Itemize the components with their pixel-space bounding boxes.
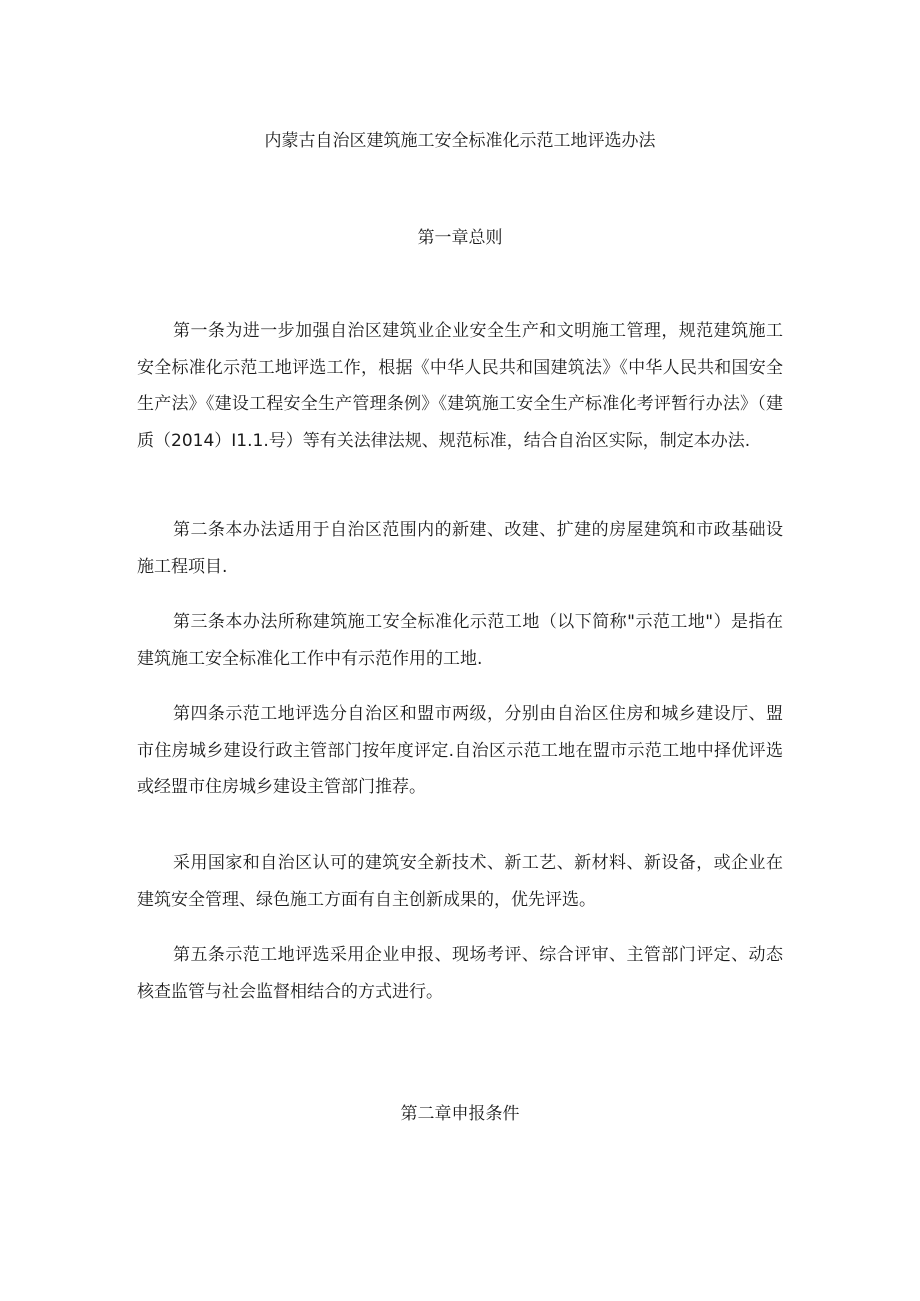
- chapter-heading-1: 第一章总则: [417, 228, 503, 248]
- article-5-paragraph: 第五条示范工地评选采用企业申报、现场考评、综合评审、主管部门评定、动态核查监管与社会监督相结合的方式进行。: [137, 945, 783, 1002]
- chapter-heading-2: 第二章申报条件: [400, 1104, 520, 1124]
- article-4-paragraph: 第四条示范工地评选分自治区和盟市两级，分别由自治区住房和城乡建设厅、盟市住房城乡建设行政主管部门按年度评定.自治区示范工地在盟市示范工地中择优评选或经盟市住房城乡建设主管部门推荐。: [137, 704, 783, 797]
- article-3-paragraph: 第三条本办法所称建筑施工安全标准化示范工地（以下简称"示范工地"）是指在建筑施工安全标准化工作中有示范作用的工地.: [137, 612, 783, 669]
- article-2-paragraph: 第二条本办法适用于自治区范围内的新建、改建、扩建的房屋建筑和市政基础设施工程项目.: [137, 520, 783, 577]
- article-1-paragraph: 第一条为进一步加强自治区建筑业企业安全生产和文明施工管理，规范建筑施工安全标准化示范工地评选工作，根据《中华人民共和国建筑法》《中华人民共和国安全生产法》《建设工程安全生产管理条例》《建筑施工安全生产标准化考评暂行办法》（建质（2014）I1.1.号）等有关法律法规、规范标准，结合自治区实际，制定本办法.: [137, 321, 783, 451]
- priority-selection-paragraph: 采用国家和自治区认可的建筑安全新技术、新工艺、新材料、新设备，或企业在建筑安全管理、绿色施工方面有自主创新成果的，优先评选。: [137, 853, 783, 910]
- document-title: 内蒙古自治区建筑施工安全标准化示范工地评选办法: [264, 131, 656, 151]
